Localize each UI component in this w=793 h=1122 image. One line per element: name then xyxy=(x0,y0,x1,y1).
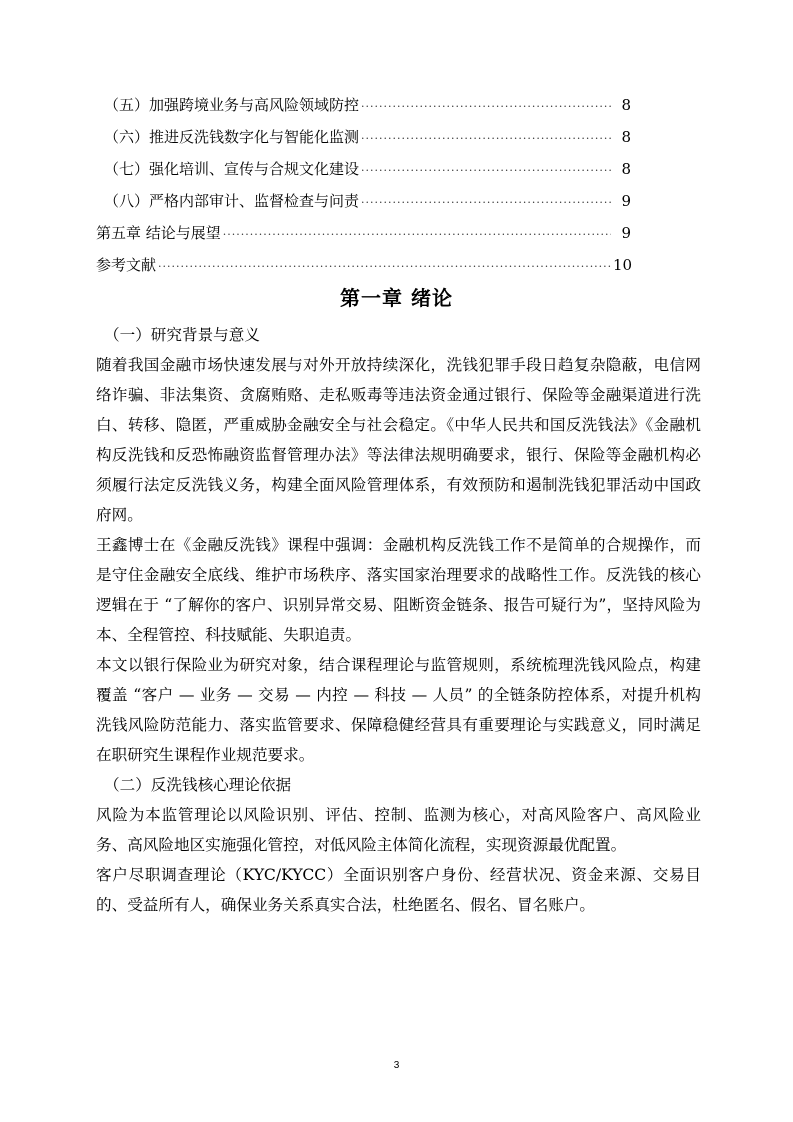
paragraph: 风险为本监管理论以风险识别、评估、控制、监测为核心，对高风险客户、高风险业务、高风险地区实施强化管控，对低风险主体简化流程，实现资源最优配置。 xyxy=(96,806,701,854)
toc-entry-page: 10 xyxy=(613,256,633,274)
paragraph: 王鑫博士在《金融反洗钱》课程中强调：金融机构反洗钱工作不是简单的合规操作，而是守住金融安全底线、维护市场秩序、落实国家治理要求的战略性工作。反洗钱的核心逻辑在于 “了解你的客户、识别异常交易、阻断资金链条、报告可疑行为”，坚持风险为本、全程管控、科技赋能、失职追责。 xyxy=(96,536,701,644)
section-heading: （一）研究背景与意义 xyxy=(104,326,260,344)
paragraph: 随着我国金融市场快速发展与对外开放持续深化，洗钱犯罪手段日趋复杂隐蔽，电信网络诈骗、非法集资、贪腐贿赂、走私贩毒等违法资金通过银行、保险等金融渠道进行洗白、转移、隐匿，严重威胁金融安全与社会稳定。《中华人民共和国反洗钱法》《金融机构反洗钱和反恐怖融资监督管理办法》等法律法规明确要求，银行、保险等金融机构必须履行法定反洗钱义务，构建全面风险管理体系，有效预防和遏制洗钱犯罪活动中国政府网。 xyxy=(96,356,701,524)
toc-entry-title: （五）加强跨境业务与高风险领域防控 xyxy=(104,96,360,114)
toc-leader-dots xyxy=(361,96,611,118)
toc-entry-page: 9 xyxy=(621,192,631,210)
toc-leader-dots xyxy=(361,160,611,182)
toc-leader-dots xyxy=(158,256,611,278)
toc-leader-dots xyxy=(361,128,611,150)
toc-leader-dots xyxy=(223,224,611,246)
toc-entry-page: 8 xyxy=(621,160,631,178)
page-number: 3 xyxy=(393,1060,400,1071)
section-heading: （二）反洗钱核心理论依据 xyxy=(104,776,292,794)
table-of-contents xyxy=(96,94,631,286)
toc-entry-title: 第五章 结论与展望 xyxy=(96,224,221,242)
toc-entry-title: （八）严格内部审计、监督检查与问责 xyxy=(104,192,360,210)
body-content xyxy=(96,320,701,920)
toc-entry-title: 参考文献 xyxy=(96,256,157,274)
chapter-title: 第一章 绪论 xyxy=(340,286,453,310)
toc-entry-page: 9 xyxy=(621,224,631,242)
toc-entry-page: 8 xyxy=(621,96,631,114)
toc-entry[interactable] xyxy=(96,254,631,286)
toc-entry[interactable] xyxy=(96,222,631,254)
toc-entry[interactable] xyxy=(96,190,631,222)
toc-entry-title: （七）强化培训、宣传与合规文化建设 xyxy=(104,160,360,178)
toc-entry-title: （六）推进反洗钱数字化与智能化监测 xyxy=(104,128,360,146)
toc-entry[interactable] xyxy=(96,158,631,190)
toc-entry[interactable] xyxy=(96,94,631,126)
paragraph: 客户尽职调查理论（KYC/KYCC）全面识别客户身份、经营状况、资金来源、交易目的、受益所有人，确保业务关系真实合法，杜绝匿名、假名、冒名账户。 xyxy=(96,866,701,914)
toc-leader-dots xyxy=(361,192,611,214)
paragraph: 本文以银行保险业为研究对象，结合课程理论与监管规则，系统梳理洗钱风险点，构建覆盖 “客户 — 业务 — 交易 — 内控 — 科技 — 人员” 的全链条防控体系，对提升机构洗钱风险防范能力、落实监管要求、保障稳健经营具有重要理论与实践意义，同时满足在职研究生课程作业规范要求。 xyxy=(96,656,701,764)
toc-entry[interactable] xyxy=(96,126,631,158)
toc-entry-page: 8 xyxy=(621,128,631,146)
